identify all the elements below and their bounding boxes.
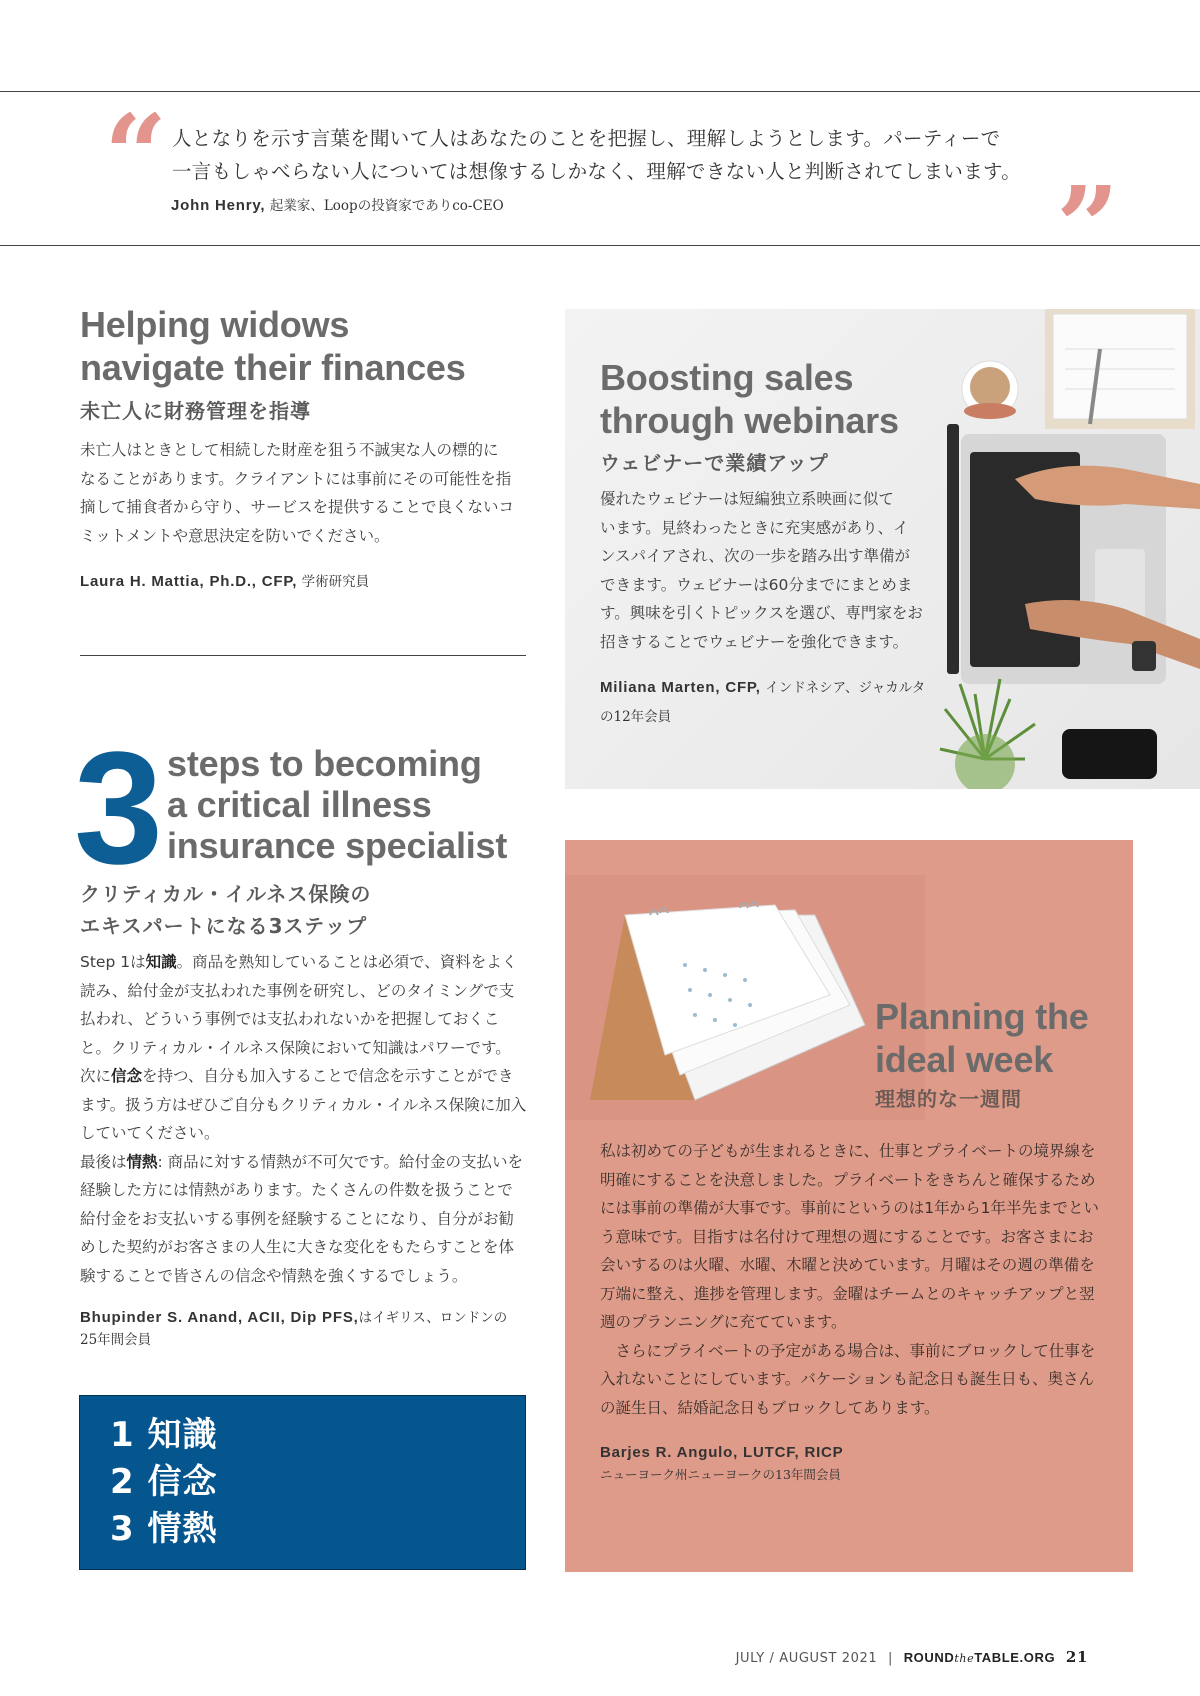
steps-headline-line: insurance specialist [167,825,508,866]
webinar-author: Miliana Marten, CFP, [600,679,761,696]
open-quote-icon: “ [104,90,168,219]
webinar-headline-line: Boosting sales [600,357,854,398]
webinar-body-line: 優れたウェビナーは短編独立系映画に似て [600,490,894,508]
top-rule [0,91,1200,92]
widows-headline [80,303,540,389]
step-text: 。商品を熟知していることは必須で、資料をよく読み、給付金が支払われた事例を研究し、どのタイミングで支払われ、どういう事例では支払われないかを把握しておくこと。クリティカル・イルネス保険において知識はパワーです。 [80,953,518,1057]
steps-author-title: 25年間会員 [80,1332,152,1348]
step-keyword: 信念 [111,1067,143,1085]
quote-author-title: 起業家、Loopの投資家でありco-CEO [269,198,504,214]
webinar-author-title: の12年会員 [600,709,672,725]
planning-headline [875,995,1089,1081]
planning-body [600,1137,1100,1422]
steps-subhead-line: クリティカル・イルネス保険の [80,882,372,906]
planning-subhead: 理想的な一週間 [875,1087,1022,1111]
widows-body [80,436,540,550]
planning-paragraph: さらにプライベートの予定がある場合は、事前にブロックして仕事を入れないことにしています。バケーションも記念日も誕生日も、奥さんの誕生日、結婚記念日もブロックしてあります。 [600,1341,1096,1417]
widows-author-title: 学術研究員 [301,574,370,590]
steps-paragraph [80,1062,528,1148]
step-keyword: 知識 [145,953,177,971]
widows-body-line: ミットメントや意思決定を防いでください。 [80,526,390,545]
widows-subhead: 未亡人に財務管理を指導 [80,399,311,423]
webinar-author-title: インドネシア、ジャカルタ [765,680,926,696]
webinar-subhead: ウェビナーで業績アップ [600,451,829,475]
webinar-body-line: できます。ウェビナーは60分までにまとめま [600,575,913,594]
step-keyword: 情熱 [126,1152,158,1171]
summary-item: 1 知識 [110,1415,218,1455]
steps-summary-box [79,1395,526,1570]
site-name-table: TABLE.ORG [974,1650,1056,1665]
planning-byline [600,1442,844,1486]
calendar-illustration [565,875,925,1120]
site-name-round: ROUND [903,1650,955,1665]
steps-author: Bhupinder S. Anand, ACII, Dip PFS, [80,1309,359,1326]
webinar-body-line: 招きすることでウェビナーを強化できます。 [600,632,909,651]
issue-date: JULY / AUGUST 2021 [735,1651,878,1666]
steps-subhead-line: エキスパートになる3ステップ [80,914,368,938]
step-prefix: Step 1は [80,953,146,971]
widows-headline-line: navigate their finances [80,347,466,388]
summary-item: 3 情熱 [110,1509,218,1549]
pull-quote-line: 一言もしゃべらない人については想像するしかなく、理解できない人と判断されてしまいます。 [172,160,1022,183]
steps-author-title: はイギリス、ロンドンの [358,1310,508,1326]
page-footer [736,1648,1088,1666]
planning-author-title: ニューヨーク州ニューヨークの13年間会員 [600,1467,841,1482]
widows-article [80,303,540,590]
webinar-body-line: います。見終わったときに充実感があり、イ [600,518,909,537]
calendar-photo [565,875,925,1120]
planning-headline-line: Planning the [875,996,1089,1037]
site-name-the: the [954,1652,975,1665]
summary-item: 2 信念 [110,1462,218,1502]
step-prefix: 次に [80,1067,112,1085]
widows-body-line: 摘して捕食者から守り、サービスを提供することで良くないコ [80,498,515,516]
widows-headline-line: Helping widows [80,304,350,345]
quote-byline [171,194,504,214]
step-text: : 商品に対する情熱が不可欠です。給付金の支払いを経験した方には情熱があります。たくさんの件数を扱うことで給付金をお支払いする事例を経験することになり、自分がお勧めした契約がお客さまの人生に大きな変化をもたらすことを体験することで皆さんの信念や情熱を強くするでしょう。 [80,1152,523,1285]
planning-headline-line: ideal week [875,1039,1054,1080]
webinar-headline-line: through webinars [600,400,899,441]
steps-paragraph [80,948,528,1062]
webinar-panel [565,309,1200,789]
planning-author: Barjes R. Angulo, LUTCF, RICP [600,1444,844,1461]
widows-body-line: なることがあります。クライアントには事前にその可能性を指 [80,469,512,488]
step-text: を持つ、自分も加入することで信念を示すことができます。扱う方はぜひご自分もクリティカル・イルネス保険に加入していてください。 [80,1067,527,1142]
steps-headline [167,743,507,866]
step-prefix: 最後は [80,1152,127,1171]
big-number-three: 3 [74,718,163,897]
steps-headline-line: a critical illness [167,784,432,825]
steps-headline-line: steps to becoming [167,743,482,784]
steps-paragraph [80,1148,528,1291]
webinar-headline [600,356,899,442]
pull-quote-line: 人となりを示す言葉を聞いて人はあなたのことを把握し、理解しようとします。パーティーで [172,127,1001,150]
webinar-body-line: す。興味を引くトピックスを選び、専門家をお [600,604,923,622]
close-quote-icon: ” [1056,162,1120,291]
steps-subhead [80,878,371,942]
quote-bottom-rule [0,245,1200,246]
pull-quote [172,122,1072,188]
webinar-byline [600,673,925,732]
widows-divider [80,655,526,656]
page-number: 21 [1065,1648,1088,1666]
webinar-body-line: ンスパイアされ、次の一歩を踏み出す準備が [600,547,911,565]
planning-panel [565,840,1133,1572]
steps-byline [80,1307,540,1351]
widows-author: Laura H. Mattia, Ph.D., CFP, [80,573,298,590]
webinar-body [600,485,923,656]
quote-author: John Henry, [171,197,266,214]
widows-body-line: 未亡人はときとして相続した財産を狙う不誠実な人の標的に [80,441,499,459]
footer-separator: | [887,1651,893,1666]
widows-byline [80,570,540,590]
planning-paragraph: 私は初めての子どもが生まれるときに、仕事とプライベートの境界線を明確にすることを決意しました。プライベートをきちんと確保するためには事前の準備が大事です。事前にというのは1年から1年半先までという意味です。目指すは名付けて理想の週にすることです。お客さまにお会いするのは火曜、水曜、木曜と決めています。月曜はその週の準備を万端に整え、進捗を管理します。金曜はチームとのキャッチアップと翌週のプランニングに充てています。 [600,1142,1099,1331]
steps-body [80,948,528,1290]
